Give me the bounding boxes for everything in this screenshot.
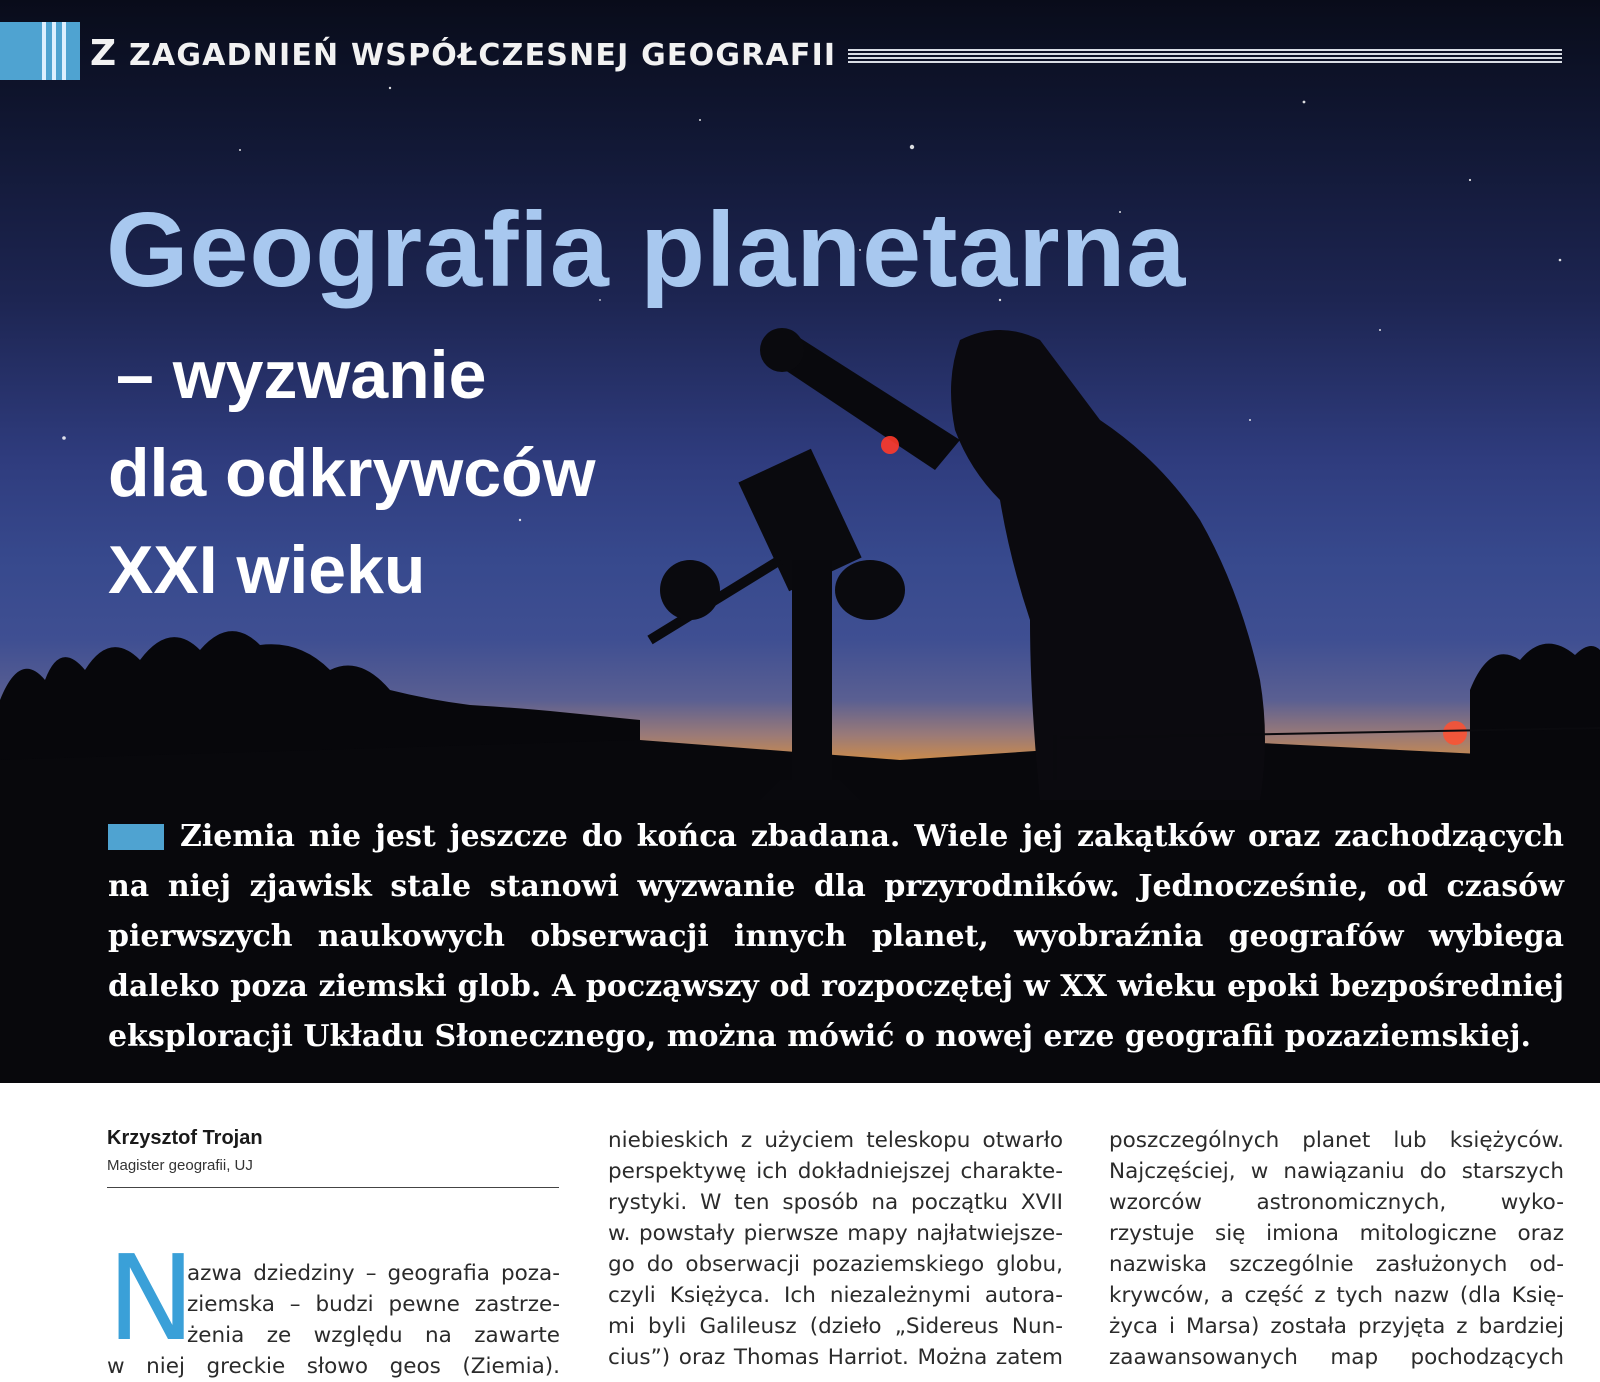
text-line: wzorców astronomicznych, wyko-	[1109, 1190, 1564, 1215]
text-line: czyli Księżyca. Ich niezależnymi autora-	[608, 1283, 1063, 1308]
text-line: go do obserwacji pozaziemskiego globu,	[608, 1252, 1063, 1277]
text-line: rystyki. W ten sposób na początku XVII	[608, 1190, 1063, 1215]
text-line: nazwiska szczególnie zasłużonych od-	[1109, 1252, 1564, 1277]
page-title: Geografia planetarna	[106, 191, 1187, 309]
text-line: w niej greckie słowo geos (Ziemia).	[107, 1354, 560, 1379]
text-line: Najczęściej, w nawiązaniu do starszych	[1109, 1159, 1564, 1184]
text-column-3	[1109, 1125, 1564, 1373]
author-divider	[107, 1187, 559, 1188]
section-title: Z ZAGADNIEŃ WSPÓŁCZESNEJ GEOGRAFII	[90, 33, 837, 74]
text-line: poszczególnych planet lub księżyców.	[1109, 1128, 1564, 1153]
text-line: ziemska – budzi pewne zastrze-	[187, 1292, 560, 1317]
author-role: Magister geografii, UJ	[107, 1157, 253, 1174]
text-line: krywców, a część z tych nazw (dla Księ-	[1109, 1283, 1564, 1308]
section-header	[0, 22, 1600, 80]
text-line: azwa dziedziny – geografia poza-	[187, 1261, 560, 1286]
drop-cap: N	[107, 1229, 196, 1367]
subtitle-line-2: dla odkrywców	[108, 435, 596, 511]
text-line: mi byli Galileusz (dzieło „Sidereus Nun-	[608, 1314, 1063, 1339]
subtitle-line-3: XXI wieku	[108, 532, 426, 608]
text-line: perspektywę ich dokładniejszej charakte-	[608, 1159, 1063, 1184]
section-stripes-icon	[0, 22, 80, 80]
text-line: żenia ze względu na zawarte	[187, 1323, 560, 1348]
text-line: cius”) oraz Thomas Harriot. Można zatem	[608, 1345, 1063, 1370]
lead-paragraph: Ziemia nie jest jeszcze do końca zbadana. Wiele jej zakątków oraz zachodzących na niej zjawisk stale stanowi wyzwanie dla przyrodników. Jednocześnie, od czasów pierwszych naukowych obserwacji innych planet, wyobraźnia geografów wybiega daleko poza ziemski glob. A począwszy od rozpoczętej w XX wieku epoki bezpośredniej eksploracji Układu Słonecznego, można mówić o nowej erze geografii pozaziemskiej.	[108, 819, 1564, 1054]
text-line: w. powstały pierwsze mapy najłatwiejsze-	[608, 1221, 1063, 1246]
author-name: Krzysztof Trojan	[107, 1127, 263, 1149]
text-line: zaawansowanych map pochodzących	[1109, 1345, 1564, 1370]
subtitle-line-1: – wyzwanie	[116, 337, 487, 413]
text-column-1	[107, 1258, 560, 1382]
text-line: rzystuje się imiona mitologiczne oraz	[1109, 1221, 1564, 1246]
text-line: życa i Marsa) została przyjęta z bardziej	[1109, 1314, 1564, 1339]
text-column-2	[608, 1125, 1063, 1373]
text-line: niebieskich z użyciem teleskopu otwarło	[608, 1128, 1063, 1153]
section-rule	[848, 49, 1562, 63]
